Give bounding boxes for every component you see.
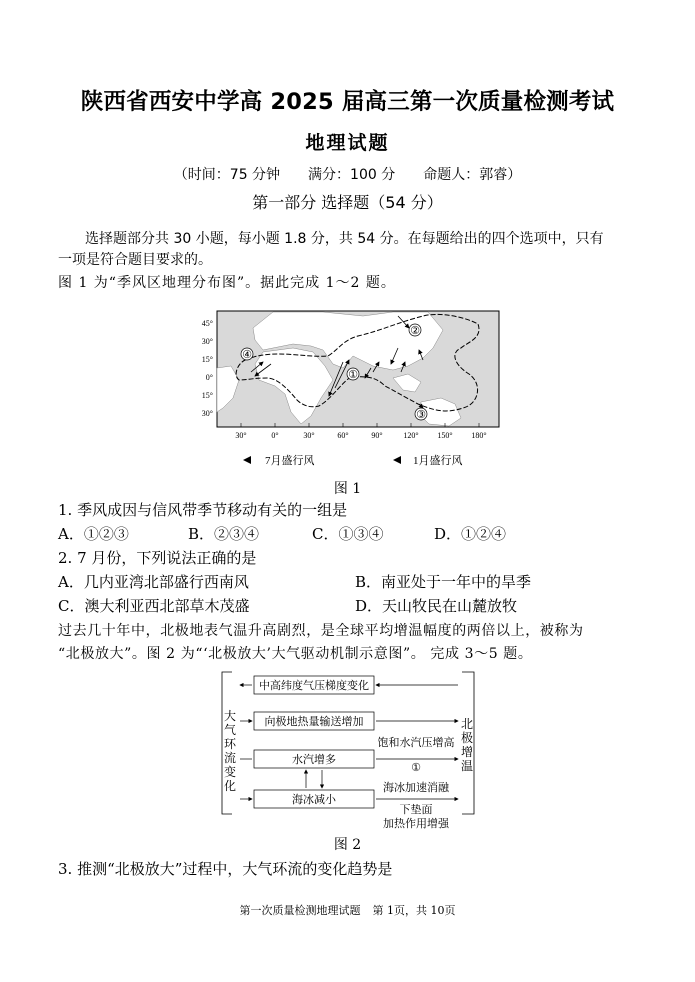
exam-meta	[0, 164, 695, 184]
question-1-stem: 1. 季风成因与信风带季节移动有关的一组是	[58, 501, 348, 519]
right-label-char: 北	[460, 717, 474, 731]
longitude-label: 180°	[471, 431, 487, 440]
exam-subject: 地理试题	[305, 132, 390, 154]
left-label-char: 化	[223, 779, 237, 793]
longitude-label: 0°	[271, 431, 279, 440]
question-1-option-d[interactable]: D．①②④	[434, 525, 507, 543]
left-label-char: 流	[223, 751, 237, 765]
longitude-label: 30°	[235, 431, 247, 440]
latitude-label: 45°	[201, 319, 213, 328]
region-marker: ①	[348, 368, 358, 381]
question-2-stem: 2. 7 月份，下列说法正确的是	[58, 549, 257, 567]
question-3-stem: 3. 推测“北极放大”过程中，大气环流的变化趋势是	[58, 860, 393, 878]
atmospheric-circulation-label	[224, 708, 237, 793]
box-pressure-gradient-text: 中高纬度气压梯度变化	[259, 680, 369, 692]
legend-january: 1月盛行风	[413, 455, 463, 467]
latitude-labels	[202, 319, 213, 418]
map-legend	[243, 454, 463, 467]
monsoon-map	[193, 308, 503, 473]
left-label-char: 变	[223, 765, 237, 779]
july-wind-arrow-icon	[243, 456, 251, 464]
figure-1-caption: 图 1	[333, 481, 362, 497]
page-footer	[0, 902, 695, 918]
left-label-char: 环	[223, 737, 237, 751]
figure-2-caption: 图 2	[333, 837, 362, 853]
latitude-label: 15°	[201, 391, 213, 400]
latitude-label: 15°	[201, 355, 213, 364]
arrow-label-surface-2: 加热作用增强	[383, 818, 449, 830]
question-2-option-b[interactable]: B．南亚处于一年中的旱季	[355, 573, 532, 591]
instructions-line-2: 一项是符合题目要求的。	[58, 252, 212, 268]
arrow-label-ice-melt: 海冰加速消融	[383, 782, 449, 794]
question-1-option-c[interactable]: C．①③④	[312, 525, 384, 543]
footer-page-number: 第 1页，共 10页	[372, 904, 456, 917]
region-marker: ②	[410, 324, 420, 337]
longitude-label: 150°	[437, 431, 453, 440]
arctic-warming-label	[461, 717, 473, 773]
exam-title: 陕西省西安中学高 2025 届高三第一次质量检测考试	[80, 89, 615, 115]
latitude-label: 30°	[201, 409, 213, 418]
box-heat-transport-text: 向极地热量输送增加	[264, 716, 364, 728]
question-2-option-d[interactable]: D．天山牧民在山麓放牧	[355, 597, 518, 615]
diagram-svg	[218, 668, 480, 832]
january-wind-arrow-icon	[393, 456, 401, 464]
arrow-label-vapor-pressure: 饱和水汽压增高	[377, 737, 455, 749]
right-label-char: 增	[460, 745, 474, 759]
longitude-label: 120°	[403, 431, 419, 440]
monsoon-map-figure	[193, 308, 503, 473]
region-marker: ④	[242, 348, 252, 361]
right-label-char: 温	[460, 759, 474, 773]
question-1-option-b[interactable]: B．②③④	[188, 525, 260, 543]
left-label-char: 大	[223, 709, 237, 723]
instructions-line-1: 选择题部分共 30 小题，每小题 1.8 分，共 54 分。在每题给出的四个选项中，只有	[85, 231, 604, 247]
region-marker: ③	[416, 408, 426, 421]
question-2-option-a[interactable]: A．几内亚湾北部盛行西南风	[58, 573, 249, 591]
question-2-option-c[interactable]: C．澳大利亚西北部草木茂盛	[58, 597, 250, 615]
question-1-option-a[interactable]: A．①②③	[58, 525, 129, 543]
left-label-char: 气	[223, 723, 237, 737]
latitude-label: 0°	[205, 373, 213, 382]
longitude-label: 60°	[337, 431, 349, 440]
right-label-char: 极	[460, 731, 474, 745]
exam-score: 满分：100 分	[308, 167, 396, 183]
figure-1-intro: 图 1 为“季风区地理分布图”。据此完成 1～2 题。	[58, 275, 396, 291]
latitude-label: 30°	[201, 337, 213, 346]
arrow-label-surface-1: 下垫面	[399, 804, 433, 816]
longitude-label: 30°	[303, 431, 315, 440]
box-water-vapor-text: 水汽增多	[292, 754, 336, 766]
section-heading: 第一部分 选择题（54 分）	[252, 193, 443, 212]
longitude-label: 90°	[371, 431, 383, 440]
figure-2-intro-line-2: “北极放大”。图 2 为“‘北极放大’大气驱动机制示意图”。 完成 3～5 题。	[58, 646, 533, 662]
arctic-amplification-diagram	[218, 668, 480, 832]
figure-2-intro-line-1: 过去几十年中，北极地表气温升高剧烈，是全球平均增温幅度的两倍以上，被称为	[58, 623, 584, 639]
exam-author: 命题人：郭睿）	[423, 167, 522, 183]
footer-title: 第一次质量检测地理试题	[239, 904, 361, 917]
exam-time: （时间：75 分钟	[173, 167, 281, 183]
legend-july: 7月盛行风	[265, 455, 315, 467]
box-sea-ice-text: 海冰减小	[292, 794, 336, 806]
arrow-label-blank: ①	[411, 762, 421, 774]
